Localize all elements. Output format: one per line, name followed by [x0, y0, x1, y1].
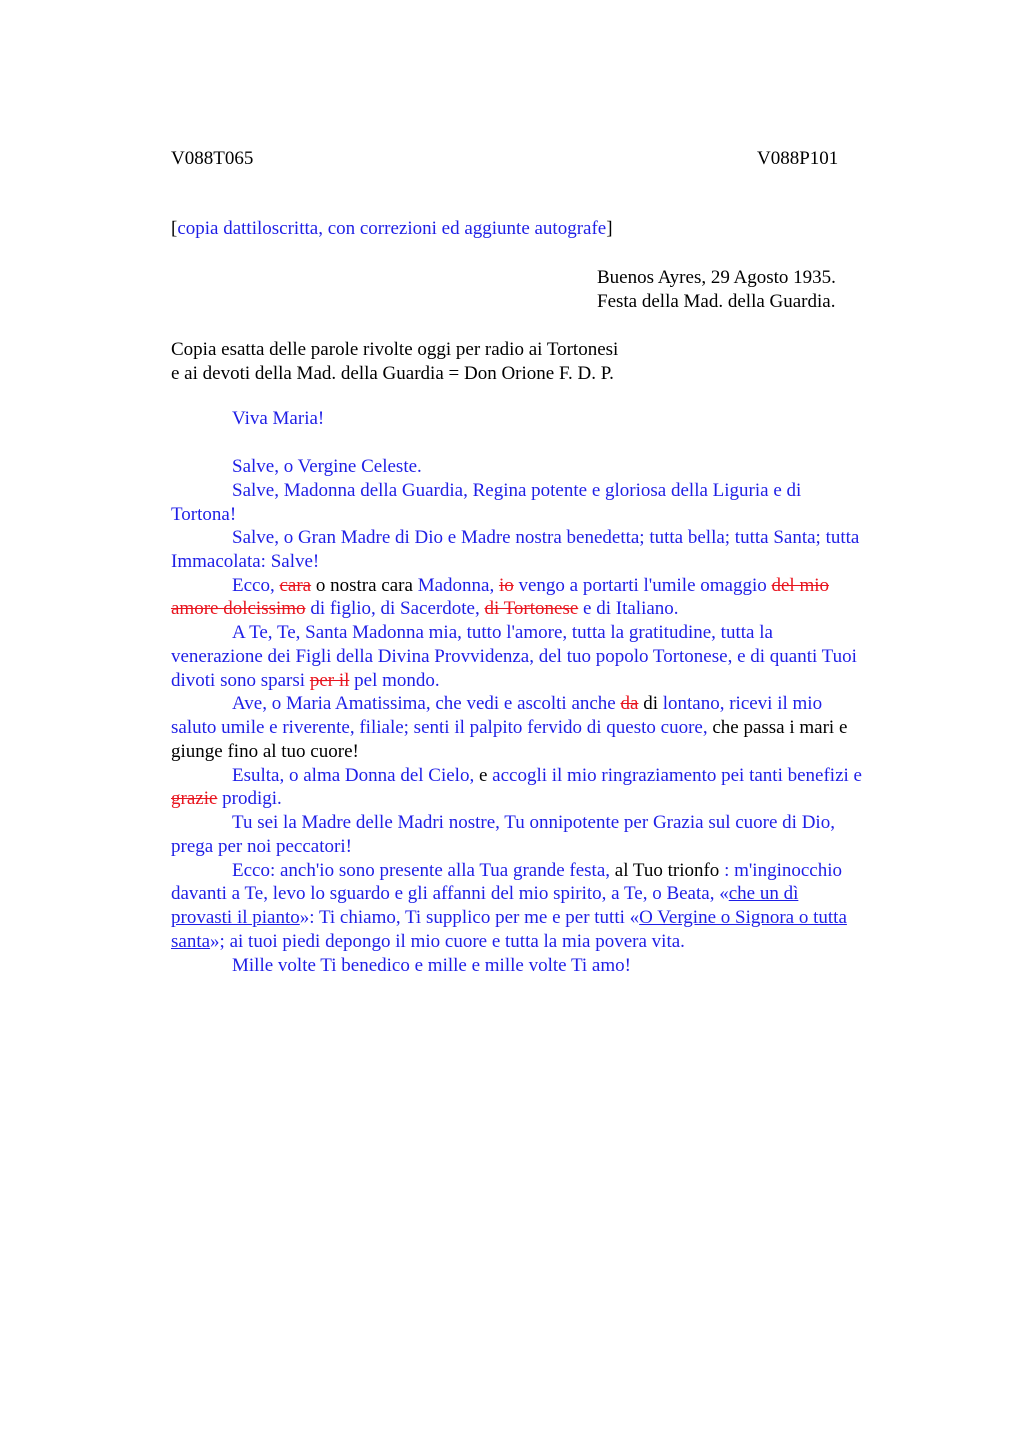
text-span: accogli il mio ringraziamento pei tanti benefizi e [492, 765, 862, 786]
body-line: Salve, o Vergine Celeste. [232, 456, 422, 477]
deleted-text: io [498, 575, 514, 596]
body-line: Salve, o Gran Madre di Dio e Madre nostra benedetta; tutta bella; tutta Santa; tutta [232, 527, 860, 548]
body-line [171, 669, 440, 693]
body-line [171, 716, 847, 740]
body-line [171, 882, 798, 906]
body-line [171, 906, 847, 930]
text-span: Madonna, [417, 575, 499, 596]
text-span: Ecco: anch'io sono presente alla Tua grande festa, [232, 860, 611, 881]
intro-line-1: Copia esatta delle parole rivolte oggi per radio ai Tortonesi [171, 339, 619, 360]
text-span: prodigi. [217, 788, 282, 809]
body-line [232, 859, 842, 883]
body-line: giunge fino al tuo cuore! [171, 741, 359, 762]
transcription-note [171, 217, 613, 241]
underlined-quote: provasti il pianto [171, 907, 300, 928]
text-span: pel mondo. [349, 670, 440, 691]
document-code-right: V088P101 [757, 148, 839, 169]
text-span: al Tuo trionfo [610, 860, 725, 881]
body-line: Immacolata: Salve! [171, 551, 320, 572]
underlined-quote: santa [171, 931, 211, 952]
text-span: o nostra cara [311, 575, 418, 596]
body-line: Tu sei la Madre delle Madri nostre, Tu onnipotente per Grazia sul cuore di Dio, [232, 812, 835, 833]
text-span: e di Italiano. [578, 598, 679, 619]
deleted-text: grazie [171, 788, 218, 809]
text-span: lontano, ricevi il mio [662, 693, 823, 714]
text-span: divoti sono sparsi [171, 670, 310, 691]
body-line: Tortona! [171, 504, 237, 525]
deleted-text: amore dolcissimo [171, 598, 306, 619]
text-span: Esulta, o alma Donna del Cielo, [232, 765, 475, 786]
text-span: Ecco, [232, 575, 280, 596]
deleted-text: di Tortonese [484, 598, 579, 619]
text-span: di figlio, di Sacerdote, [305, 598, 485, 619]
body-line: prega per noi peccatori! [171, 836, 352, 857]
text-span: davanti a Te, levo lo sguardo e gli affanni del mio spirito, a Te, o Beata, « [171, 883, 729, 904]
text-span: saluto umile e riverente, filiale; senti il palpito fervido di questo cuore, [171, 717, 708, 738]
text-span: Ave, o Maria Amatissima, che vedi e ascolti anche [232, 693, 621, 714]
body-line [171, 930, 685, 954]
text-span: che passa i mari e [707, 717, 848, 738]
body-line [232, 764, 862, 788]
feast-line: Festa della Mad. della Guardia. [597, 291, 836, 312]
deleted-text: per il [309, 670, 350, 691]
body-line [232, 692, 822, 716]
document-code-left: V088T065 [171, 148, 254, 169]
deleted-text: da [620, 693, 639, 714]
text-span: »: Ti chiamo, Ti supplico per me e per tutti « [299, 907, 640, 928]
closing-line: Mille volte Ti benedico e mille e mille volte Ti amo! [232, 955, 631, 976]
intro-line-2: e ai devoti della Mad. della Guardia = Don Orione F. D. P. [171, 363, 614, 384]
underlined-quote: che un dì [728, 883, 799, 904]
text-span: : m'inginocchio [724, 860, 842, 881]
body-line [232, 574, 829, 598]
note-open-bracket: [ [171, 218, 178, 239]
note-text: copia dattiloscritta, con correzioni ed aggiunte autografe [177, 218, 607, 239]
body-line: Salve, Madonna della Guardia, Regina potente e gloriosa della Liguria e di [232, 480, 802, 501]
body-line [171, 597, 679, 621]
text-span: »; ai tuoi piedi depongo il mio cuore e tutta la mia povera vita. [210, 931, 685, 952]
place-date: Buenos Ayres, 29 Agosto 1935. [597, 267, 836, 288]
body-line [171, 787, 282, 811]
greeting-viva: Viva Maria! [232, 408, 325, 429]
body-line: A Te, Te, Santa Madonna mia, tutto l'amore, tutta la gratitudine, tutta la [232, 622, 773, 643]
underlined-quote: O Vergine o Signora o tutta [639, 907, 847, 928]
deleted-text: del mio [771, 575, 830, 596]
text-span: vengo a portarti l'umile omaggio [513, 575, 772, 596]
text-span: di [638, 693, 663, 714]
body-line: venerazione dei Figli della Divina Provvidenza, del tuo popolo Tortonese, e di quanti Tuoi [171, 646, 857, 667]
note-close-bracket: ] [606, 218, 613, 239]
text-span: e [474, 765, 493, 786]
deleted-text: cara [279, 575, 312, 596]
